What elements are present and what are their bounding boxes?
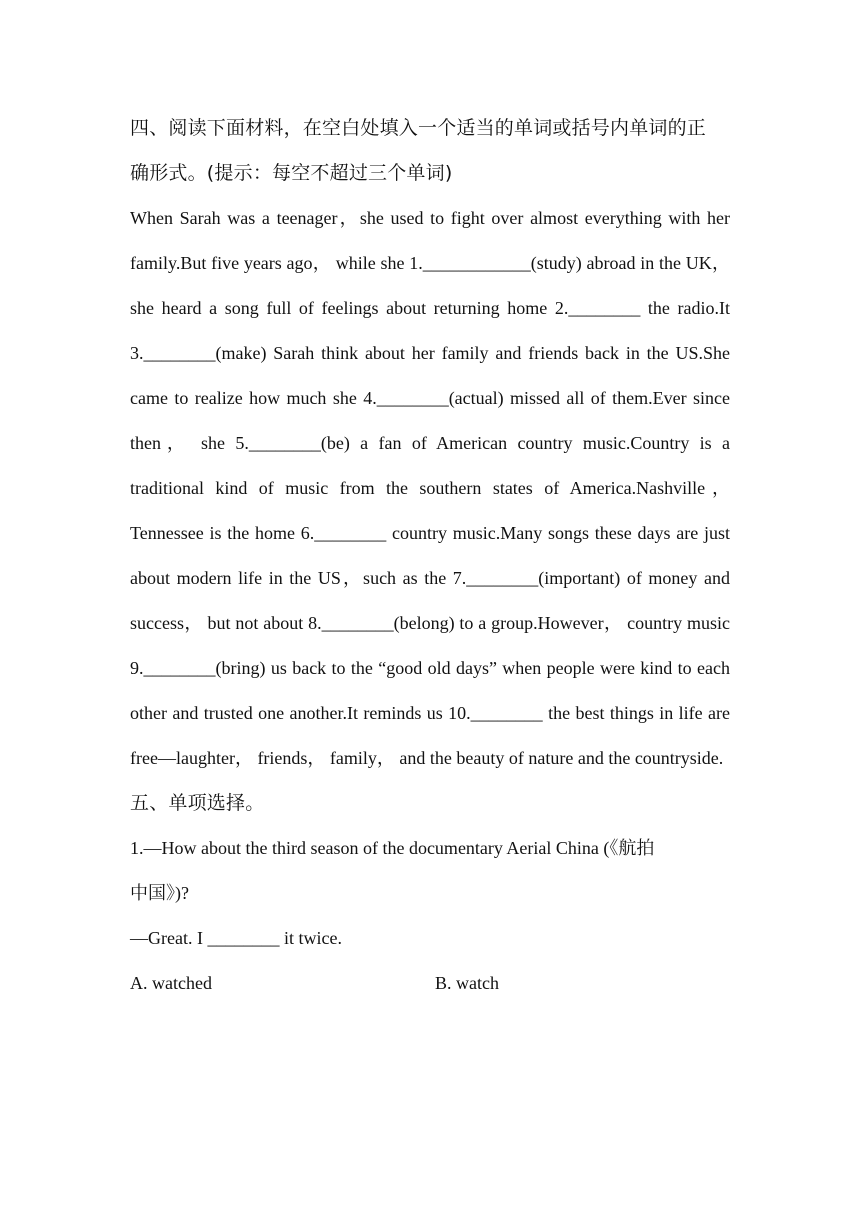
section-5-heading: 五、单项选择。: [130, 792, 265, 814]
question-1-stem-en-cont: )?: [175, 883, 189, 903]
worksheet-page: [130, 106, 730, 1006]
question-1-stem-cn: 《航拍: [609, 838, 655, 859]
question-1-options: [130, 961, 730, 1006]
question-1-stem-en: 1.—How about the third season of the documentary Aerial China (: [130, 838, 610, 858]
question-1: [130, 826, 730, 1006]
option-a[interactable]: A. watched: [130, 973, 212, 993]
question-1-stem-cn-cont: 中国》: [130, 883, 175, 904]
section-4-heading-line2: 确形式。(提示：每空不超过三个单词): [130, 162, 453, 184]
section-4-heading-line1: 四、阅读下面材料，在空白处填入一个适当的单词或括号内单词的正: [130, 117, 707, 139]
reading-passage: When Sarah was a teenager，she used to fight over almost everything with her family.But five years ago， while she 1.____________(study) abroad in the UK， she heard a song full of feelings about returning home 2.________ the radio.It 3.________(make) Sarah think about her family and friends back in the US.She came to realize how much she 4.________(actual) missed all of them.Ever since then， she 5.________(be) a fan of American country music.Country is a traditional kind of music from the southern states of America.Nashville，Tennessee is the home 6.________ country music.Many songs these days are just about modern life in the US，such as the 7.________(important) of money and success， but not about 8.________(belong) to a group.However， country music 9.________(bring) us back to the “good old days” when people were kind to each other and trusted one another.It reminds us 10.________ the best things in life are free—laughter， friends， family， and the beauty of nature and the countryside.: [130, 208, 730, 768]
question-1-stem-line1: [130, 826, 730, 871]
option-b[interactable]: B. watch: [435, 973, 499, 993]
question-1-stem-line2: [130, 871, 730, 916]
question-1-answer-line: —Great. I ________ it twice.: [130, 928, 342, 948]
